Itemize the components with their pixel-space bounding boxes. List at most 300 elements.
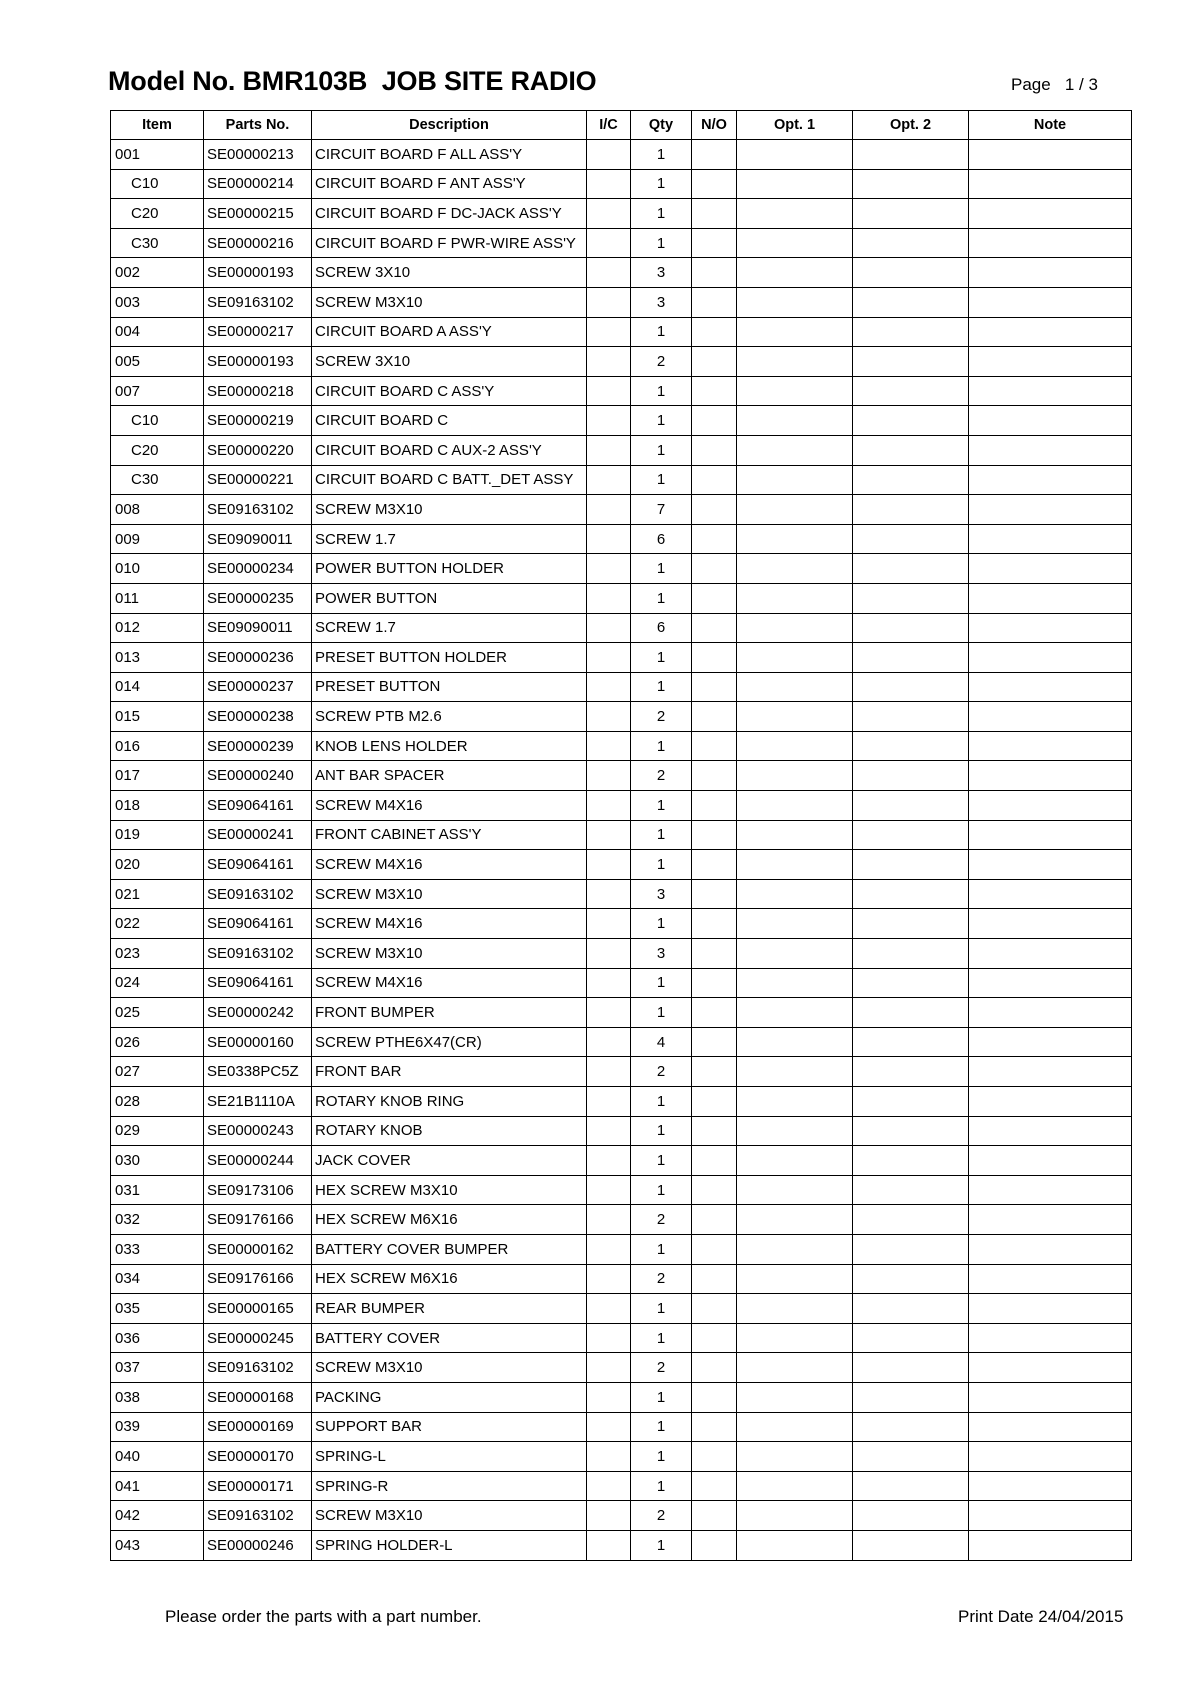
item-cell: 024 bbox=[111, 968, 204, 998]
column-header-ic: I/C bbox=[587, 111, 631, 140]
part-number-cell: SE00000242 bbox=[204, 998, 312, 1028]
qty-cell: 2 bbox=[631, 1205, 692, 1235]
table-row bbox=[111, 376, 1132, 406]
note-cell bbox=[969, 702, 1132, 732]
no-cell bbox=[692, 1264, 737, 1294]
note-cell bbox=[969, 1442, 1132, 1472]
description-cell: PRESET BUTTON HOLDER bbox=[312, 643, 587, 673]
opt1-cell bbox=[737, 376, 853, 406]
ic-cell bbox=[587, 1234, 631, 1264]
ic-cell bbox=[587, 1323, 631, 1353]
opt2-cell bbox=[853, 317, 969, 347]
description-cell: SCREW 3X10 bbox=[312, 347, 587, 377]
description-cell: CIRCUIT BOARD C AUX-2 ASS'Y bbox=[312, 435, 587, 465]
description-cell: CIRCUIT BOARD F ANT ASS'Y bbox=[312, 169, 587, 199]
no-cell bbox=[692, 435, 737, 465]
table-row bbox=[111, 613, 1132, 643]
description-cell: SPRING-L bbox=[312, 1442, 587, 1472]
qty-cell: 2 bbox=[631, 1264, 692, 1294]
opt1-cell bbox=[737, 1264, 853, 1294]
opt1-cell bbox=[737, 1087, 853, 1117]
ic-cell bbox=[587, 495, 631, 525]
no-cell bbox=[692, 1530, 737, 1560]
item-cell: 042 bbox=[111, 1501, 204, 1531]
opt2-cell bbox=[853, 1382, 969, 1412]
note-cell bbox=[969, 376, 1132, 406]
description-cell: BATTERY COVER BUMPER bbox=[312, 1234, 587, 1264]
item-cell: 014 bbox=[111, 672, 204, 702]
ic-cell bbox=[587, 731, 631, 761]
table-row bbox=[111, 1294, 1132, 1324]
opt1-cell bbox=[737, 643, 853, 673]
no-cell bbox=[692, 909, 737, 939]
qty-cell: 1 bbox=[631, 1412, 692, 1442]
note-cell bbox=[969, 1382, 1132, 1412]
ic-cell bbox=[587, 1442, 631, 1472]
opt1-cell bbox=[737, 1027, 853, 1057]
description-cell: SCREW M4X16 bbox=[312, 850, 587, 880]
qty-cell: 3 bbox=[631, 939, 692, 969]
item-cell: 037 bbox=[111, 1353, 204, 1383]
opt1-cell bbox=[737, 169, 853, 199]
table-row bbox=[111, 1027, 1132, 1057]
opt1-cell bbox=[737, 1353, 853, 1383]
no-cell bbox=[692, 1205, 737, 1235]
opt2-cell bbox=[853, 1057, 969, 1087]
table-row bbox=[111, 939, 1132, 969]
note-cell bbox=[969, 347, 1132, 377]
note-cell bbox=[969, 228, 1132, 258]
opt2-cell bbox=[853, 850, 969, 880]
opt1-cell bbox=[737, 820, 853, 850]
ic-cell bbox=[587, 228, 631, 258]
note-cell bbox=[969, 1323, 1132, 1353]
description-cell: FRONT CABINET ASS'Y bbox=[312, 820, 587, 850]
part-number-cell: SE00000238 bbox=[204, 702, 312, 732]
ic-cell bbox=[587, 1264, 631, 1294]
part-number-cell: SE00000216 bbox=[204, 228, 312, 258]
ic-cell bbox=[587, 998, 631, 1028]
opt2-cell bbox=[853, 820, 969, 850]
opt2-cell bbox=[853, 1027, 969, 1057]
table-row bbox=[111, 140, 1132, 170]
footer-order-note: Please order the parts with a part number. bbox=[165, 1607, 482, 1626]
opt2-cell bbox=[853, 1175, 969, 1205]
description-cell: BATTERY COVER bbox=[312, 1323, 587, 1353]
opt2-cell bbox=[853, 1116, 969, 1146]
table-row bbox=[111, 258, 1132, 288]
note-cell bbox=[969, 1175, 1132, 1205]
note-cell bbox=[969, 465, 1132, 495]
note-cell bbox=[969, 1501, 1132, 1531]
part-number-cell: SE00000214 bbox=[204, 169, 312, 199]
table-row bbox=[111, 554, 1132, 584]
part-number-cell: SE09064161 bbox=[204, 968, 312, 998]
ic-cell bbox=[587, 317, 631, 347]
table-row bbox=[111, 347, 1132, 377]
part-number-cell: SE09064161 bbox=[204, 909, 312, 939]
item-cell: 032 bbox=[111, 1205, 204, 1235]
note-cell bbox=[969, 1412, 1132, 1442]
item-cell: 034 bbox=[111, 1264, 204, 1294]
table-row bbox=[111, 1175, 1132, 1205]
table-row bbox=[111, 287, 1132, 317]
table-row bbox=[111, 1530, 1132, 1560]
opt1-cell bbox=[737, 465, 853, 495]
opt2-cell bbox=[853, 1294, 969, 1324]
ic-cell bbox=[587, 406, 631, 436]
page-number: Page 1 / 3 bbox=[1011, 75, 1098, 94]
qty-cell: 1 bbox=[631, 1530, 692, 1560]
note-cell bbox=[969, 850, 1132, 880]
item-cell: 001 bbox=[111, 140, 204, 170]
opt1-cell bbox=[737, 613, 853, 643]
ic-cell bbox=[587, 1146, 631, 1176]
part-number-cell: SE21B1110A bbox=[204, 1087, 312, 1117]
table-row bbox=[111, 879, 1132, 909]
opt1-cell bbox=[737, 1501, 853, 1531]
table-row bbox=[111, 495, 1132, 525]
opt1-cell bbox=[737, 258, 853, 288]
description-cell: SCREW M3X10 bbox=[312, 879, 587, 909]
opt1-cell bbox=[737, 1057, 853, 1087]
item-cell: 028 bbox=[111, 1087, 204, 1117]
description-cell: POWER BUTTON HOLDER bbox=[312, 554, 587, 584]
opt1-cell bbox=[737, 850, 853, 880]
opt1-cell bbox=[737, 731, 853, 761]
no-cell bbox=[692, 1412, 737, 1442]
item-cell: 035 bbox=[111, 1294, 204, 1324]
note-cell bbox=[969, 613, 1132, 643]
description-cell: SCREW M4X16 bbox=[312, 791, 587, 821]
table-row bbox=[111, 1205, 1132, 1235]
description-cell: ANT BAR SPACER bbox=[312, 761, 587, 791]
qty-cell: 1 bbox=[631, 791, 692, 821]
table-row bbox=[111, 850, 1132, 880]
description-cell: HEX SCREW M6X16 bbox=[312, 1264, 587, 1294]
note-cell bbox=[969, 998, 1132, 1028]
column-header-item: Item bbox=[111, 111, 204, 140]
item-cell: C30 bbox=[111, 465, 204, 495]
no-cell bbox=[692, 1027, 737, 1057]
no-cell bbox=[692, 406, 737, 436]
no-cell bbox=[692, 791, 737, 821]
opt2-cell bbox=[853, 199, 969, 229]
item-cell: 020 bbox=[111, 850, 204, 880]
opt1-cell bbox=[737, 1146, 853, 1176]
opt2-cell bbox=[853, 554, 969, 584]
no-cell bbox=[692, 998, 737, 1028]
no-cell bbox=[692, 1175, 737, 1205]
description-cell: PRESET BUTTON bbox=[312, 672, 587, 702]
qty-cell: 1 bbox=[631, 1442, 692, 1472]
description-cell: ROTARY KNOB RING bbox=[312, 1087, 587, 1117]
part-number-cell: SE09090011 bbox=[204, 524, 312, 554]
note-cell bbox=[969, 761, 1132, 791]
qty-cell: 1 bbox=[631, 850, 692, 880]
description-cell: SPRING-R bbox=[312, 1471, 587, 1501]
qty-cell: 2 bbox=[631, 347, 692, 377]
no-cell bbox=[692, 643, 737, 673]
part-number-cell: SE00000220 bbox=[204, 435, 312, 465]
column-header-opt2: Opt. 2 bbox=[853, 111, 969, 140]
qty-cell: 1 bbox=[631, 583, 692, 613]
description-cell: CIRCUIT BOARD F PWR-WIRE ASS'Y bbox=[312, 228, 587, 258]
qty-cell: 1 bbox=[631, 406, 692, 436]
part-number-cell: SE00000243 bbox=[204, 1116, 312, 1146]
qty-cell: 1 bbox=[631, 1294, 692, 1324]
part-number-cell: SE00000245 bbox=[204, 1323, 312, 1353]
ic-cell bbox=[587, 524, 631, 554]
item-cell: 021 bbox=[111, 879, 204, 909]
qty-cell: 6 bbox=[631, 613, 692, 643]
part-number-cell: SE00000218 bbox=[204, 376, 312, 406]
column-header-no: N/O bbox=[692, 111, 737, 140]
item-cell: 015 bbox=[111, 702, 204, 732]
qty-cell: 1 bbox=[631, 1382, 692, 1412]
description-cell: CIRCUIT BOARD A ASS'Y bbox=[312, 317, 587, 347]
no-cell bbox=[692, 1087, 737, 1117]
table-row bbox=[111, 1087, 1132, 1117]
qty-cell: 2 bbox=[631, 1501, 692, 1531]
opt1-cell bbox=[737, 1234, 853, 1264]
no-cell bbox=[692, 1057, 737, 1087]
table-row bbox=[111, 1234, 1132, 1264]
qty-cell: 1 bbox=[631, 199, 692, 229]
ic-cell bbox=[587, 702, 631, 732]
ic-cell bbox=[587, 1471, 631, 1501]
description-cell: SCREW 1.7 bbox=[312, 524, 587, 554]
column-header-note: Note bbox=[969, 111, 1132, 140]
ic-cell bbox=[587, 347, 631, 377]
note-cell bbox=[969, 672, 1132, 702]
part-number-cell: SE00000193 bbox=[204, 258, 312, 288]
opt1-cell bbox=[737, 1205, 853, 1235]
description-cell: SCREW 3X10 bbox=[312, 258, 587, 288]
ic-cell bbox=[587, 968, 631, 998]
part-number-cell: SE00000219 bbox=[204, 406, 312, 436]
ic-cell bbox=[587, 1205, 631, 1235]
table-row bbox=[111, 1442, 1132, 1472]
note-cell bbox=[969, 140, 1132, 170]
ic-cell bbox=[587, 1530, 631, 1560]
item-cell: 027 bbox=[111, 1057, 204, 1087]
no-cell bbox=[692, 199, 737, 229]
part-number-cell: SE09163102 bbox=[204, 939, 312, 969]
part-number-cell: SE09163102 bbox=[204, 287, 312, 317]
note-cell bbox=[969, 406, 1132, 436]
table-row bbox=[111, 1501, 1132, 1531]
note-cell bbox=[969, 1146, 1132, 1176]
opt1-cell bbox=[737, 583, 853, 613]
description-cell: SUPPORT BAR bbox=[312, 1412, 587, 1442]
description-cell: HEX SCREW M6X16 bbox=[312, 1205, 587, 1235]
opt2-cell bbox=[853, 287, 969, 317]
item-cell: 008 bbox=[111, 495, 204, 525]
ic-cell bbox=[587, 1353, 631, 1383]
no-cell bbox=[692, 140, 737, 170]
qty-cell: 1 bbox=[631, 998, 692, 1028]
opt2-cell bbox=[853, 909, 969, 939]
no-cell bbox=[692, 672, 737, 702]
document-title: Model No. BMR103B JOB SITE RADIO bbox=[108, 66, 597, 96]
item-cell: 018 bbox=[111, 791, 204, 821]
item-cell: 025 bbox=[111, 998, 204, 1028]
description-cell: CIRCUIT BOARD C BATT._DET ASSY bbox=[312, 465, 587, 495]
print-date: Print Date 24/04/2015 bbox=[958, 1607, 1124, 1626]
qty-cell: 1 bbox=[631, 1175, 692, 1205]
opt1-cell bbox=[737, 1294, 853, 1324]
no-cell bbox=[692, 347, 737, 377]
part-number-cell: SE09176166 bbox=[204, 1264, 312, 1294]
note-cell bbox=[969, 583, 1132, 613]
opt1-cell bbox=[737, 761, 853, 791]
table-row bbox=[111, 702, 1132, 732]
opt2-cell bbox=[853, 258, 969, 288]
table-row bbox=[111, 169, 1132, 199]
opt1-cell bbox=[737, 1116, 853, 1146]
qty-cell: 1 bbox=[631, 672, 692, 702]
part-number-cell: SE00000160 bbox=[204, 1027, 312, 1057]
description-cell: SCREW M3X10 bbox=[312, 939, 587, 969]
item-cell: C10 bbox=[111, 406, 204, 436]
column-header-opt1: Opt. 1 bbox=[737, 111, 853, 140]
part-number-cell: SE00000213 bbox=[204, 140, 312, 170]
ic-cell bbox=[587, 820, 631, 850]
note-cell bbox=[969, 169, 1132, 199]
ic-cell bbox=[587, 1501, 631, 1531]
table-row bbox=[111, 1057, 1132, 1087]
no-cell bbox=[692, 1146, 737, 1176]
opt1-cell bbox=[737, 1530, 853, 1560]
qty-cell: 1 bbox=[631, 228, 692, 258]
no-cell bbox=[692, 1116, 737, 1146]
table-row bbox=[111, 1471, 1132, 1501]
opt2-cell bbox=[853, 672, 969, 702]
item-cell: 010 bbox=[111, 554, 204, 584]
note-cell bbox=[969, 1530, 1132, 1560]
no-cell bbox=[692, 613, 737, 643]
part-number-cell: SE00000237 bbox=[204, 672, 312, 702]
ic-cell bbox=[587, 939, 631, 969]
item-cell: 026 bbox=[111, 1027, 204, 1057]
opt1-cell bbox=[737, 1382, 853, 1412]
opt1-cell bbox=[737, 672, 853, 702]
item-cell: 043 bbox=[111, 1530, 204, 1560]
note-cell bbox=[969, 287, 1132, 317]
table-row bbox=[111, 761, 1132, 791]
opt2-cell bbox=[853, 1146, 969, 1176]
no-cell bbox=[692, 1471, 737, 1501]
item-cell: 039 bbox=[111, 1412, 204, 1442]
qty-cell: 3 bbox=[631, 287, 692, 317]
parts-table-body bbox=[111, 140, 1132, 1561]
description-cell: SCREW M3X10 bbox=[312, 495, 587, 525]
no-cell bbox=[692, 1234, 737, 1264]
qty-cell: 4 bbox=[631, 1027, 692, 1057]
qty-cell: 1 bbox=[631, 1323, 692, 1353]
opt2-cell bbox=[853, 998, 969, 1028]
description-cell: SCREW M4X16 bbox=[312, 909, 587, 939]
qty-cell: 1 bbox=[631, 1471, 692, 1501]
item-cell: 011 bbox=[111, 583, 204, 613]
qty-cell: 1 bbox=[631, 968, 692, 998]
opt2-cell bbox=[853, 761, 969, 791]
no-cell bbox=[692, 495, 737, 525]
qty-cell: 2 bbox=[631, 761, 692, 791]
ic-cell bbox=[587, 465, 631, 495]
qty-cell: 2 bbox=[631, 702, 692, 732]
part-number-cell: SE00000235 bbox=[204, 583, 312, 613]
opt1-cell bbox=[737, 140, 853, 170]
no-cell bbox=[692, 731, 737, 761]
item-cell: 023 bbox=[111, 939, 204, 969]
opt2-cell bbox=[853, 228, 969, 258]
part-number-cell: SE09173106 bbox=[204, 1175, 312, 1205]
opt2-cell bbox=[853, 1323, 969, 1353]
description-cell: SCREW PTB M2.6 bbox=[312, 702, 587, 732]
no-cell bbox=[692, 939, 737, 969]
opt2-cell bbox=[853, 1353, 969, 1383]
parts-table bbox=[110, 110, 1132, 1561]
note-cell bbox=[969, 1116, 1132, 1146]
item-cell: 030 bbox=[111, 1146, 204, 1176]
table-row bbox=[111, 1323, 1132, 1353]
description-cell: JACK COVER bbox=[312, 1146, 587, 1176]
qty-cell: 1 bbox=[631, 909, 692, 939]
part-number-cell: SE00000239 bbox=[204, 731, 312, 761]
ic-cell bbox=[587, 643, 631, 673]
part-number-cell: SE00000162 bbox=[204, 1234, 312, 1264]
no-cell bbox=[692, 317, 737, 347]
opt2-cell bbox=[853, 1442, 969, 1472]
part-number-cell: SE09176166 bbox=[204, 1205, 312, 1235]
opt2-cell bbox=[853, 1471, 969, 1501]
ic-cell bbox=[587, 169, 631, 199]
note-cell bbox=[969, 731, 1132, 761]
part-number-cell: SE00000221 bbox=[204, 465, 312, 495]
opt2-cell bbox=[853, 495, 969, 525]
note-cell bbox=[969, 968, 1132, 998]
ic-cell bbox=[587, 1294, 631, 1324]
table-row bbox=[111, 791, 1132, 821]
qty-cell: 1 bbox=[631, 731, 692, 761]
item-cell: C30 bbox=[111, 228, 204, 258]
ic-cell bbox=[587, 258, 631, 288]
note-cell bbox=[969, 1264, 1132, 1294]
item-cell: 002 bbox=[111, 258, 204, 288]
ic-cell bbox=[587, 140, 631, 170]
item-cell: 029 bbox=[111, 1116, 204, 1146]
item-cell: 007 bbox=[111, 376, 204, 406]
table-row bbox=[111, 820, 1132, 850]
item-cell: 016 bbox=[111, 731, 204, 761]
qty-cell: 1 bbox=[631, 317, 692, 347]
description-cell: PACKING bbox=[312, 1382, 587, 1412]
opt2-cell bbox=[853, 1501, 969, 1531]
opt2-cell bbox=[853, 1264, 969, 1294]
qty-cell: 3 bbox=[631, 879, 692, 909]
table-row bbox=[111, 228, 1132, 258]
no-cell bbox=[692, 1442, 737, 1472]
no-cell bbox=[692, 228, 737, 258]
note-cell bbox=[969, 258, 1132, 288]
note-cell bbox=[969, 554, 1132, 584]
description-cell: SCREW PTHE6X47(CR) bbox=[312, 1027, 587, 1057]
description-cell: CIRCUIT BOARD C ASS'Y bbox=[312, 376, 587, 406]
no-cell bbox=[692, 554, 737, 584]
table-row bbox=[111, 1353, 1132, 1383]
